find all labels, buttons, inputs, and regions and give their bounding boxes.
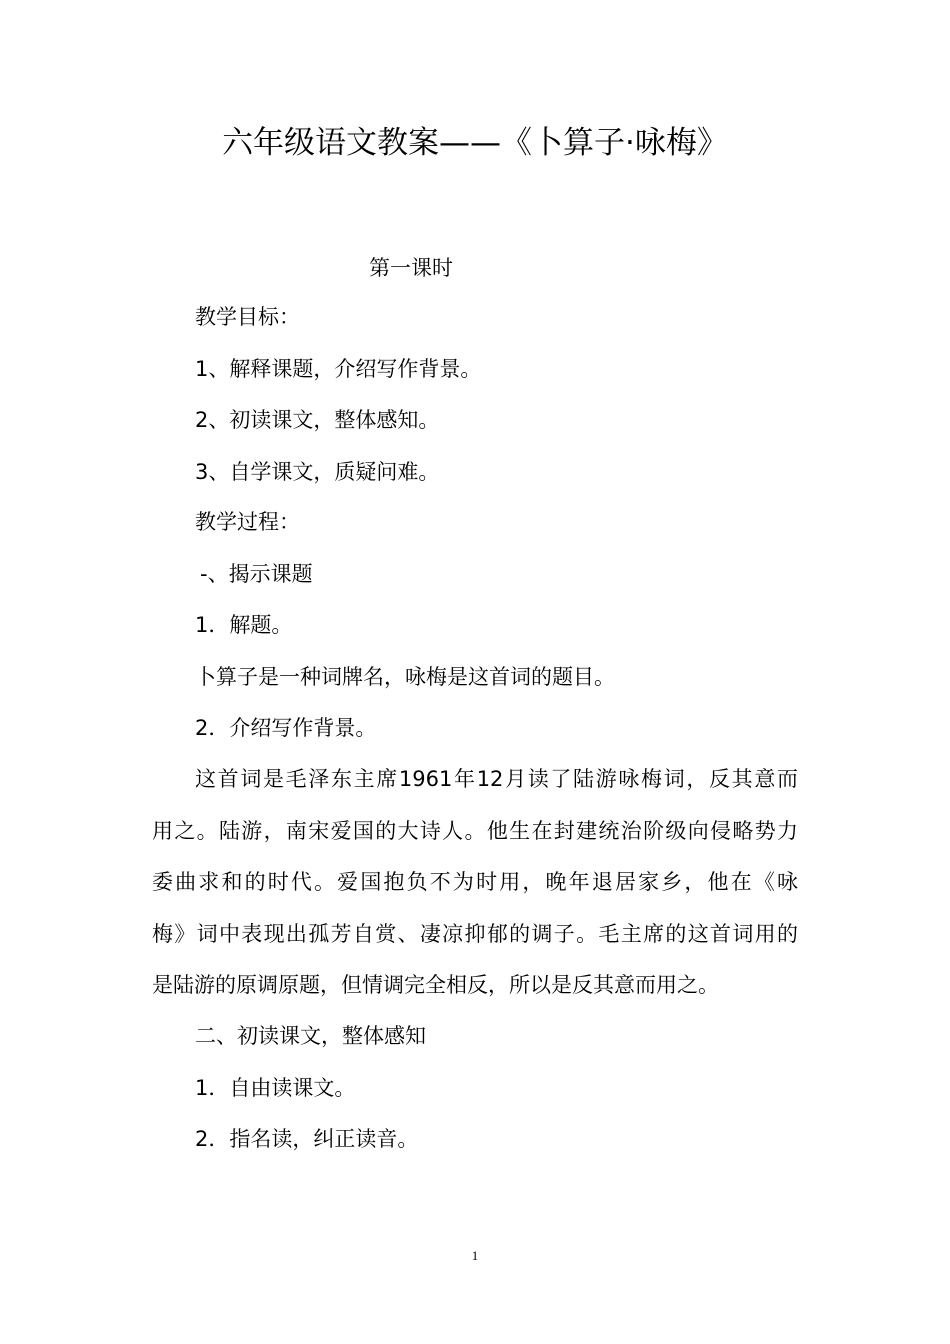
objective-item: 1、解释课题，介绍写作背景。: [195, 357, 482, 381]
background-paragraph-line: 梅》词中表现出孤芳自赏、凄凉抑郁的调子。毛主席的这首词用的: [152, 922, 798, 946]
step-one-item: 1．解题。: [195, 613, 293, 637]
step-two-item: 2．指名读，纠正读音。: [195, 1127, 419, 1151]
background-paragraph-line: 用之。陆游，南宋爱国的大诗人。他生在封建统治阶级向侵略势力: [152, 819, 798, 843]
process-heading: 教学过程：: [195, 510, 300, 534]
background-paragraph-line: 委曲求和的时代。爱国抱负不为时用，晚年退居家乡，他在《咏: [152, 870, 798, 894]
objective-item: 2、初读课文，整体感知。: [195, 408, 440, 432]
document-title: 六年级语文教案——《卜算子·咏梅》: [222, 125, 728, 161]
step-one-item: 卜算子是一种词牌名，咏梅是这首词的题目。: [195, 665, 615, 689]
objective-item: 3、自学课文，质疑问难。: [195, 460, 440, 484]
step-two-item: 1．自由读课文。: [195, 1076, 356, 1100]
background-paragraph-line: 这首词是毛泽东主席1961年12月读了陆游咏梅词，反其意而: [195, 767, 798, 791]
objectives-heading: 教学目标：: [195, 305, 300, 329]
background-paragraph-line: 是陆游的原调原题，但情调完全相反，所以是反其意而用之。: [152, 973, 719, 997]
step-two-heading: 二、初读课文，整体感知: [195, 1024, 426, 1048]
step-one-item: 2．介绍写作背景。: [195, 716, 377, 740]
step-one-heading: -、揭示课题: [200, 562, 313, 586]
page-number: 1: [471, 1248, 479, 1263]
section-heading: 第一课时: [369, 256, 453, 280]
